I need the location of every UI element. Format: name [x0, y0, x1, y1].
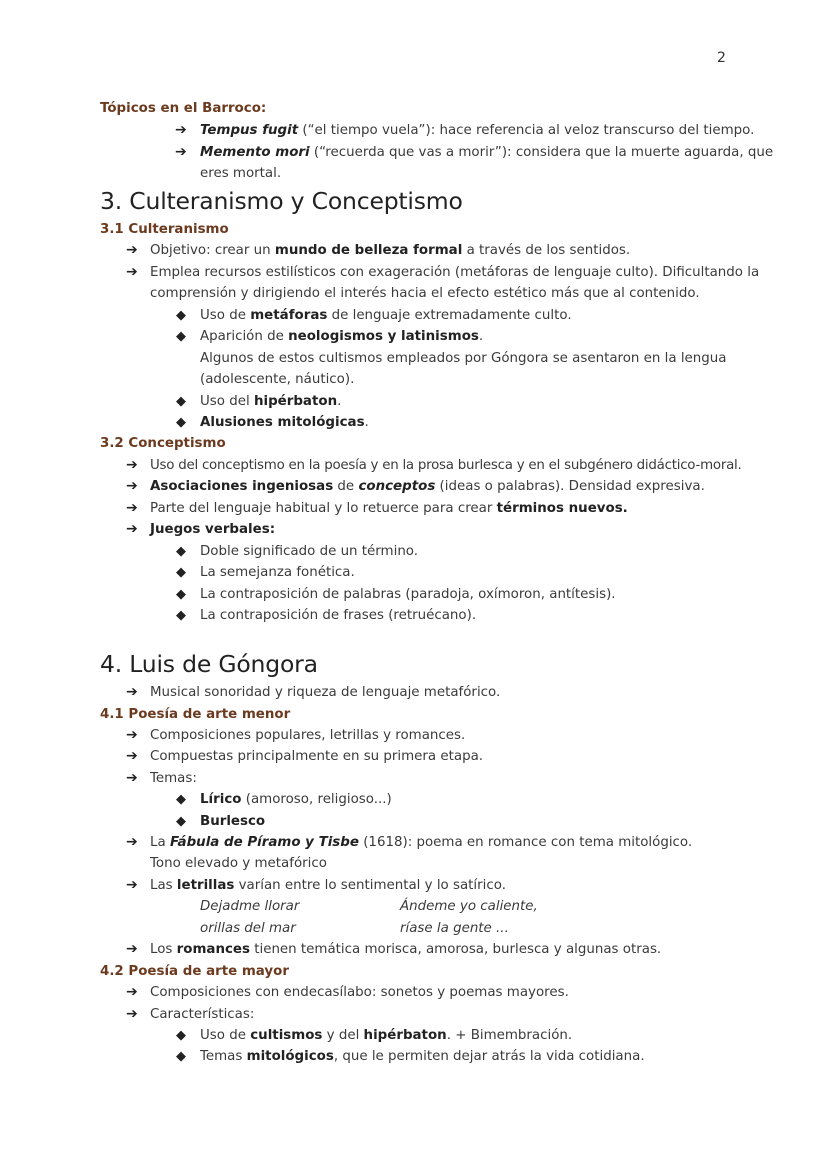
juego-semejanza: La semejanza fonética.	[200, 565, 355, 580]
conceptismo-uso: Uso del conceptismo en la poesía y en la prosa burlesca y en el subgénero didáctico-moral.	[150, 458, 742, 473]
diamond-icon: ◆	[176, 565, 186, 580]
section-3-2-title: 3.2 Conceptismo	[100, 436, 226, 451]
arrow-icon: ➔	[175, 144, 187, 160]
topicos-heading: Tópicos en el Barroco:	[100, 101, 267, 116]
arrow-icon: ➔	[126, 941, 138, 957]
arrow-icon: ➔	[126, 684, 138, 700]
culteranismo-recursos-cont: comprensión y dirigiendo el interés hacia el efecto estético más que al contenido.	[150, 286, 700, 301]
topico-memento-mori: Memento mori (“recuerda que vas a morir”): considera que la muerte aguarda, que	[200, 145, 774, 160]
tema-burlesco: Burlesco	[200, 814, 266, 829]
diamond-icon: ◆	[176, 608, 186, 623]
culteranismo-objetivo: Objetivo: crear un mundo de belleza formal a través de los sentidos.	[150, 243, 631, 258]
arte-menor-composiciones: Composiciones populares, letrillas y romances.	[150, 728, 466, 743]
diamond-icon: ◆	[176, 394, 186, 409]
arrow-icon: ➔	[126, 242, 138, 258]
culteranismo-cultismos: Algunos de estos cultismos empleados por Góngora se asentaron en la lengua	[200, 351, 727, 366]
arrow-icon: ➔	[126, 727, 138, 743]
diamond-icon: ◆	[176, 814, 186, 829]
fabula-tono: Tono elevado y metafórico	[150, 856, 327, 871]
diamond-icon: ◆	[176, 415, 186, 430]
arte-menor-temas: Temas:	[150, 771, 197, 786]
culteranismo-alusiones: Alusiones mitológicas.	[200, 415, 369, 430]
topico-tempus-fugit: Tempus fugit (“el tiempo vuela”): hace referencia al veloz transcurso del tiempo.	[200, 123, 755, 138]
arrow-icon: ➔	[126, 1006, 138, 1022]
arrow-icon: ➔	[126, 834, 138, 850]
arrow-icon: ➔	[175, 122, 187, 138]
culteranismo-hiperbaton: Uso del hipérbaton.	[200, 394, 342, 409]
section-4-1-title: 4.1 Poesía de arte menor	[100, 707, 291, 722]
fabula-piramo: La Fábula de Píramo y Tisbe (1618): poema en romance con tema mitológico.	[150, 835, 693, 850]
topico-memento-mori-cont: eres mortal.	[200, 166, 282, 181]
arte-menor-etapa: Compuestas principalmente en su primera etapa.	[150, 749, 484, 764]
diamond-icon: ◆	[176, 329, 186, 344]
arrow-icon: ➔	[126, 457, 138, 473]
diamond-icon: ◆	[176, 1049, 186, 1064]
arrow-icon: ➔	[126, 748, 138, 764]
diamond-icon: ◆	[176, 308, 186, 323]
tema-lirico: Lírico (amoroso, religioso...)	[200, 792, 392, 807]
arte-mayor-cultismos: Uso de cultismos y del hipérbaton. + Bimembración.	[200, 1028, 573, 1043]
section-4-2-title: 4.2 Poesía de arte mayor	[100, 964, 289, 979]
juego-doble-significado: Doble significado de un término.	[200, 544, 419, 559]
arrow-icon: ➔	[126, 770, 138, 786]
arte-mayor-composiciones: Composiciones con endecasílabo: sonetos y poemas mayores.	[150, 985, 569, 1000]
page-number: 2	[717, 50, 726, 66]
section-3-title: 3. Culteranismo y Conceptismo	[100, 187, 463, 215]
culteranismo-neologismos: Aparición de neologismos y latinismos.	[200, 329, 484, 344]
arte-mayor-mitologicos: Temas mitológicos, que le permiten dejar atrás la vida cotidiana.	[200, 1049, 645, 1064]
diamond-icon: ◆	[176, 792, 186, 807]
culteranismo-ejemplos: (adolescente, náutico).	[200, 372, 355, 387]
letrillas: Las letrillas varían entre lo sentimental y lo satírico.	[150, 878, 506, 893]
arrow-icon: ➔	[126, 264, 138, 280]
arrow-icon: ➔	[126, 500, 138, 516]
arrow-icon: ➔	[126, 877, 138, 893]
section-3-1-title: 3.1 Culteranismo	[100, 222, 229, 237]
verso-1a: Dejadme llorar	[200, 899, 300, 914]
arrow-icon: ➔	[126, 521, 138, 537]
arte-mayor-caracteristicas: Características:	[150, 1007, 255, 1022]
diamond-icon: ◆	[176, 544, 186, 559]
verso-1b: Ándeme yo caliente,	[400, 899, 538, 914]
arrow-icon: ➔	[126, 984, 138, 1000]
conceptismo-asociaciones: Asociaciones ingeniosas de conceptos (ideas o palabras). Densidad expresiva.	[150, 479, 705, 494]
juego-contraposicion-frases: La contraposición de frases (retruécano).	[200, 608, 477, 623]
arrow-icon: ➔	[126, 478, 138, 494]
diamond-icon: ◆	[176, 587, 186, 602]
verso-2a: orillas del mar	[200, 921, 296, 936]
juego-contraposicion-palabras: La contraposición de palabras (paradoja, oxímoron, antítesis).	[200, 587, 616, 602]
conceptismo-lenguaje: Parte del lenguaje habitual y lo retuerce para crear términos nuevos.	[150, 501, 628, 516]
verso-2b: ríase la gente ...	[400, 921, 509, 936]
gongora-intro: Musical sonoridad y riqueza de lenguaje metafórico.	[150, 685, 501, 700]
culteranismo-recursos: Emplea recursos estilísticos con exageración (metáforas de lenguaje culto). Dificultando la	[150, 265, 760, 280]
section-4-title: 4. Luis de Góngora	[100, 650, 318, 678]
diamond-icon: ◆	[176, 1028, 186, 1043]
romances: Los romances tienen temática morisca, amorosa, burlesca y algunas otras.	[150, 942, 662, 957]
conceptismo-juegos: Juegos verbales:	[150, 522, 276, 537]
culteranismo-metaforas: Uso de metáforas de lenguaje extremadamente culto.	[200, 308, 572, 323]
